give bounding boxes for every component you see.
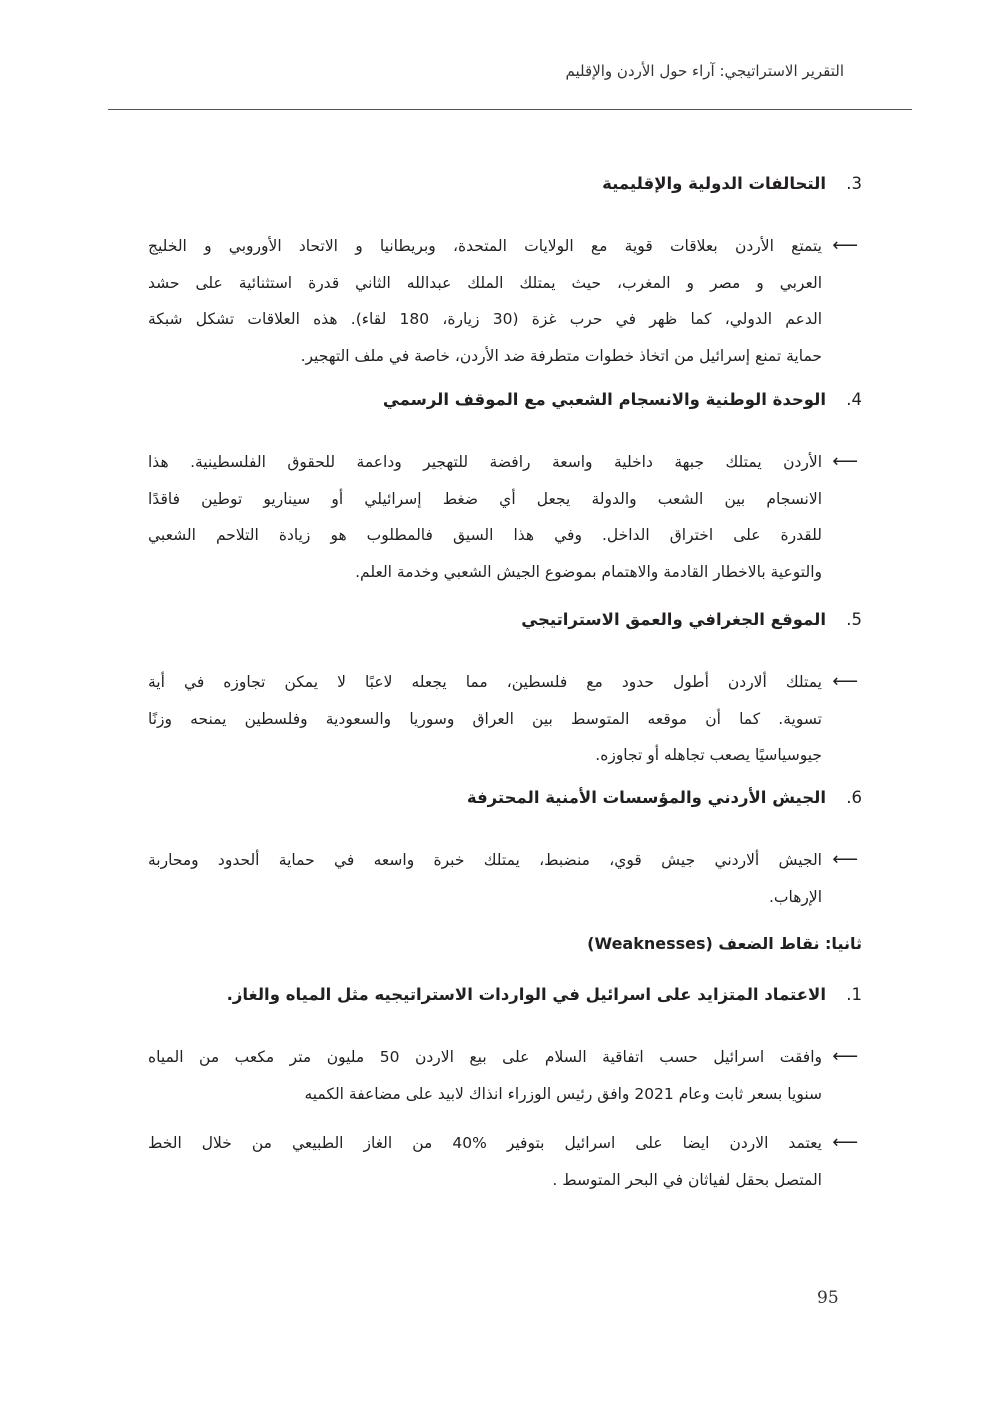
section-title: التحالفات الدولية والإقليمية <box>602 174 826 193</box>
section-heading-5 <box>521 610 862 629</box>
text-line: الانسجام بين الشعب والدولة يجعل أي ضغط إسرائيلي أو سيناريو توطين فاقدًا <box>148 489 822 508</box>
weakness-paragraph <box>148 1039 858 1112</box>
weaknesses-heading: ثانيا: نقاط الضعف (Weaknesses) <box>587 934 862 953</box>
text-line: وافقت اسرائيل حسب اتفاقية السلام على بيع الاردن 50 مليون متر مكعب من المياه <box>148 1048 823 1066</box>
text-line: حماية تمنع إسرائيل من اتخاذ خطوات متطرفة ضد الأردن، خاصة في ملف التهجير. <box>300 346 822 365</box>
header-divider <box>108 109 912 110</box>
section-paragraph-6 <box>148 842 858 915</box>
section-heading-4 <box>383 390 862 409</box>
text-line: يعتمد الاردن ايضا على اسرائيل بتوفير %40 من الغاز الطبيعي من خلال الخط <box>148 1134 822 1152</box>
section-title: الوحدة الوطنية والانسجام الشعبي مع الموقف الرسمي <box>382 390 826 409</box>
text-line: الدعم الدولي، كما ظهر في حرب غزة (30 زيارة، 180 لقاء). هذه العلاقات تشكل شبكة <box>148 310 822 328</box>
section-number: 3. <box>846 174 862 193</box>
text-line: جيوسياسيًا يصعب تجاهله أو تجاوزه. <box>595 746 822 764</box>
section-paragraph-3 <box>148 228 858 374</box>
arrow-left-icon: ⟵ <box>832 849 858 870</box>
text-line: العربي و مصر و المغرب، حيث يمتلك الملك عبدالله الثاني قدرة استثنائية على حشد <box>148 273 822 292</box>
section-heading-6 <box>467 788 862 807</box>
section-number: 1. <box>846 985 862 1004</box>
arrow-left-icon: ⟵ <box>832 1132 858 1153</box>
section-paragraph-5 <box>148 664 858 774</box>
weakness-heading-1 <box>227 985 862 1004</box>
arrow-left-icon: ⟵ <box>832 671 858 692</box>
text-line: سنويا بسعر ثابت وعام 2021 وافق رئيس الوزراء انذاك لابيد على مضاعفة الكميه <box>304 1084 822 1103</box>
text-line: المتصل بحقل لفياثان في البحر المتوسط . <box>552 1170 822 1189</box>
text-line: الإرهاب. <box>768 887 822 906</box>
section-number: 5. <box>846 610 862 629</box>
weakness-paragraph <box>148 1125 858 1198</box>
arrow-left-icon: ⟵ <box>832 1046 858 1067</box>
text-line: يتمتع الأردن بعلاقات قوية مع الولايات المتحدة، وبريطانيا و الاتحاد الأوروبي و الخليج <box>148 237 822 255</box>
text-line: للقدرة على اختراق الداخل. وفي هذا السيق فالمطلوب هو زيادة التلاحم الشعبي <box>148 526 822 544</box>
section-paragraph-4 <box>148 444 858 590</box>
section-title: الجيش الأردني والمؤسسات الأمنية المحترفة <box>466 788 826 807</box>
page-number: 95 <box>817 1288 839 1308</box>
text-line: يمتلك ألاردن أطول حدود مع فلسطين، مما يجعله لاعبًا لا يمكن تجاوزه في أية <box>148 673 822 691</box>
arrow-left-icon: ⟵ <box>832 235 858 256</box>
section-number: 4. <box>846 390 862 409</box>
section-number: 6. <box>846 788 862 807</box>
text-line: الجيش ألاردني جيش قوي، منضبط، يمتلك خبرة واسعه في حماية ألحدود ومحاربة <box>148 851 822 869</box>
text-line: الأردن يمتلك جبهة داخلية واسعة رافضة للتهجير وداعمة للحقوق الفلسطينية. هذا <box>148 453 822 471</box>
section-title: الاعتماد المتزايد على اسرائيل في الواردات الاستراتيجيه مثل المياه والغاز. <box>226 985 826 1004</box>
running-header: التقرير الاستراتيجي: آراء حول الأردن والإقليم <box>565 62 844 80</box>
arrow-left-icon: ⟵ <box>832 451 858 472</box>
section-title: الموقع الجغرافي والعمق الاستراتيجي <box>521 610 826 629</box>
text-line: والتوعية بالاخطار القادمة والاهتمام بموضوع الجيش الشعبي وخدمة العلم. <box>355 562 822 581</box>
section-heading-3 <box>602 174 862 193</box>
text-line: تسوية. كما أن موقعه المتوسط بين العراق وسوريا والسعودية وفلسطين يمنحه وزنًا <box>148 709 822 728</box>
